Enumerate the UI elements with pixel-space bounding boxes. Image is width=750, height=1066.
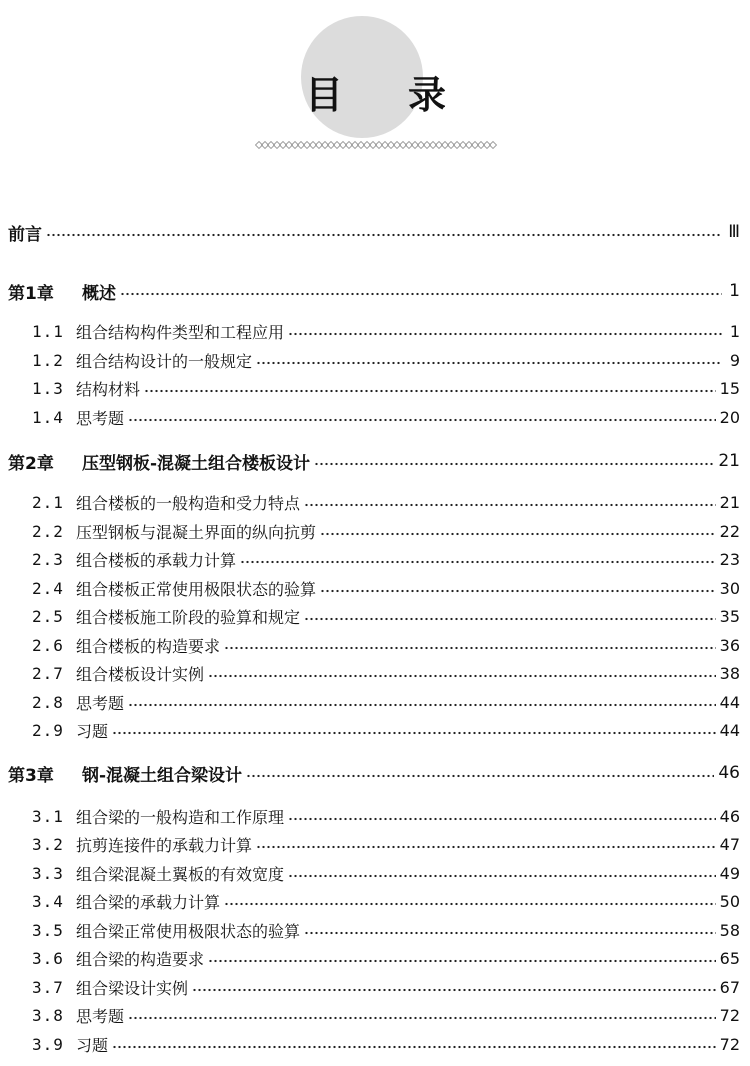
toc-entry-page: Ⅲ xyxy=(728,222,740,242)
dot-leader xyxy=(304,929,716,937)
dot-leader xyxy=(112,729,716,737)
section-page: 65 xyxy=(719,948,740,968)
toc-chapter-1[interactable] xyxy=(8,277,740,305)
section-title: 思考题 xyxy=(76,408,125,428)
section-title: 组合梁的构造要求 xyxy=(76,949,205,969)
section-page: 36 xyxy=(719,635,740,655)
dot-leader xyxy=(304,615,716,623)
dot-leader xyxy=(128,416,716,424)
toc-section-1-1[interactable] xyxy=(32,317,740,345)
toc-section-2-1[interactable] xyxy=(32,488,740,516)
section-number: 2.5 xyxy=(32,606,64,626)
toc-section-2-8[interactable] xyxy=(32,688,740,716)
dot-leader xyxy=(304,501,716,509)
section-number: 2.3 xyxy=(32,549,64,569)
dot-leader xyxy=(288,815,716,823)
chapter-number: 第2章 xyxy=(8,453,54,474)
section-number: 3.6 xyxy=(32,948,64,968)
section-title: 压型钢板与混凝土界面的纵向抗剪 xyxy=(76,522,317,542)
section-title: 组合梁混凝土翼板的有效宽度 xyxy=(76,864,285,884)
section-title: 抗剪连接件的承载力计算 xyxy=(76,835,253,855)
dot-leader xyxy=(46,231,722,239)
section-title: 组合结构设计的一般规定 xyxy=(76,351,253,371)
section-number: 3.2 xyxy=(32,834,64,854)
toc-section-3-6[interactable] xyxy=(32,944,740,972)
section-page: 9 xyxy=(729,350,740,370)
toc-section-2-6[interactable] xyxy=(32,631,740,659)
section-title: 习题 xyxy=(76,1035,109,1055)
section-title: 组合梁的承载力计算 xyxy=(76,892,221,912)
toc-section-2-4[interactable] xyxy=(32,574,740,602)
section-page: 44 xyxy=(719,692,740,712)
section-number: 2.2 xyxy=(32,521,64,541)
toc-section-1-4[interactable] xyxy=(32,403,740,431)
section-page: 38 xyxy=(719,663,740,683)
page-title-char-2: 录 xyxy=(408,73,447,117)
toc-chapter-2[interactable] xyxy=(8,447,740,475)
dot-leader xyxy=(256,843,716,851)
dot-leader xyxy=(208,672,716,680)
section-title: 组合楼板的构造要求 xyxy=(76,636,221,656)
section-number: 2.1 xyxy=(32,492,64,512)
dot-leader xyxy=(112,1043,716,1051)
toc-section-3-4[interactable] xyxy=(32,887,740,915)
toc-entry-preface[interactable] xyxy=(8,218,740,246)
section-page: 15 xyxy=(719,378,740,398)
toc-section-2-9[interactable] xyxy=(32,716,740,744)
section-number: 3.5 xyxy=(32,920,64,940)
toc-section-2-2[interactable] xyxy=(32,517,740,545)
section-title: 组合楼板的承载力计算 xyxy=(76,550,237,570)
dot-leader xyxy=(128,1014,716,1022)
section-title: 组合楼板施工阶段的验算和规定 xyxy=(76,607,301,627)
dot-leader xyxy=(120,290,722,298)
section-number: 1.2 xyxy=(32,350,64,370)
toc-chapter-3[interactable] xyxy=(8,759,740,787)
dot-leader xyxy=(256,359,722,367)
section-number: 3.8 xyxy=(32,1005,64,1025)
dot-leader xyxy=(224,644,716,652)
section-page: 30 xyxy=(719,578,740,598)
section-page: 20 xyxy=(719,407,740,427)
section-page: 44 xyxy=(719,720,740,740)
toc-section-3-8[interactable] xyxy=(32,1001,740,1029)
section-number: 3.4 xyxy=(32,891,64,911)
section-page: 50 xyxy=(719,891,740,911)
section-title: 思考题 xyxy=(76,693,125,713)
section-page: 23 xyxy=(719,549,740,569)
chapter-title: 压型钢板-混凝土组合楼板设计 xyxy=(82,453,311,474)
section-number: 3.7 xyxy=(32,977,64,997)
dot-leader xyxy=(224,900,716,908)
section-number: 1.4 xyxy=(32,407,64,427)
dot-leader xyxy=(144,387,716,395)
section-number: 1.3 xyxy=(32,378,64,398)
section-number: 2.9 xyxy=(32,720,64,740)
section-page: 21 xyxy=(719,492,740,512)
section-number: 2.6 xyxy=(32,635,64,655)
dot-leader xyxy=(320,587,716,595)
section-page: 35 xyxy=(719,606,740,626)
section-page: 1 xyxy=(729,321,740,341)
dot-leader xyxy=(246,772,714,780)
section-title: 习题 xyxy=(76,721,109,741)
section-title: 组合梁的一般构造和工作原理 xyxy=(76,807,285,827)
section-title: 组合楼板的一般构造和受力特点 xyxy=(76,493,301,513)
section-page: 49 xyxy=(719,863,740,883)
toc-section-3-1[interactable] xyxy=(32,802,740,830)
toc-section-3-7[interactable] xyxy=(32,973,740,1001)
section-number: 3.9 xyxy=(32,1034,64,1054)
dot-leader xyxy=(128,701,716,709)
toc-section-2-7[interactable] xyxy=(32,659,740,687)
dot-leader xyxy=(320,530,716,538)
toc-entry-label: 前言 xyxy=(8,224,42,245)
section-number: 2.7 xyxy=(32,663,64,683)
toc-section-3-2[interactable] xyxy=(32,830,740,858)
section-number: 3.3 xyxy=(32,863,64,883)
section-number: 2.4 xyxy=(32,578,64,598)
section-number: 2.8 xyxy=(32,692,64,712)
chapter-title: 概述 xyxy=(82,283,116,304)
section-page: 72 xyxy=(719,1005,740,1025)
dot-leader xyxy=(240,558,716,566)
dot-leader xyxy=(288,872,716,880)
chapter-page: 46 xyxy=(718,763,740,783)
section-title: 组合梁设计实例 xyxy=(76,978,189,998)
toc-section-3-5[interactable] xyxy=(32,916,740,944)
section-title: 组合楼板正常使用极限状态的验算 xyxy=(76,579,317,599)
section-number: 3.1 xyxy=(32,806,64,826)
section-title: 结构材料 xyxy=(76,379,141,399)
section-title: 组合梁正常使用极限状态的验算 xyxy=(76,921,301,941)
section-title: 组合楼板设计实例 xyxy=(76,664,205,684)
section-page: 46 xyxy=(719,806,740,826)
section-page: 58 xyxy=(719,920,740,940)
toc-section-2-3[interactable] xyxy=(32,545,740,573)
section-page: 47 xyxy=(719,834,740,854)
chapter-number: 第3章 xyxy=(8,765,54,786)
toc-section-3-3[interactable] xyxy=(32,859,740,887)
toc-section-1-2[interactable] xyxy=(32,346,740,374)
section-title: 思考题 xyxy=(76,1006,125,1026)
section-number: 1.1 xyxy=(32,321,64,341)
chapter-number: 第1章 xyxy=(8,283,54,304)
page-title-char-1: 目 xyxy=(305,73,344,117)
toc-section-2-5[interactable] xyxy=(32,602,740,630)
dot-leader xyxy=(208,957,716,965)
section-page: 22 xyxy=(719,521,740,541)
toc-section-1-3[interactable] xyxy=(32,374,740,402)
section-title: 组合结构构件类型和工程应用 xyxy=(76,322,285,342)
toc-section-3-9[interactable] xyxy=(32,1030,740,1058)
chapter-page: 21 xyxy=(718,451,740,471)
dot-leader xyxy=(314,460,714,468)
section-page: 72 xyxy=(719,1034,740,1054)
section-page: 67 xyxy=(719,977,740,997)
dot-leader xyxy=(288,330,722,338)
dot-leader xyxy=(192,986,716,994)
chapter-title: 钢-混凝土组合梁设计 xyxy=(82,765,243,786)
chapter-page: 1 xyxy=(729,281,740,301)
